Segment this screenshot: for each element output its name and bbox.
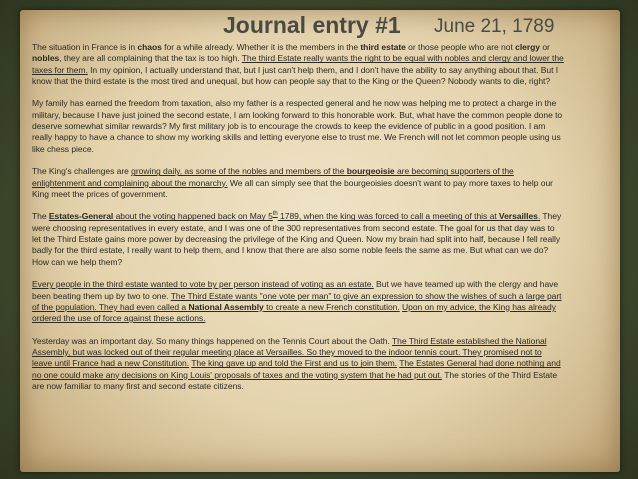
paragraph-text: The Third Estate established the National Assembly, but was locked out of their regular meeting place at Versailles. So they moved to the indoor tennis court. They promised not to leave until France had a new Constitution. — [32, 335, 547, 369]
paragraph-text: th — [272, 211, 278, 218]
journal-paragraph — [32, 98, 564, 154]
paragraph-text: They were choosing representatives in every estate, and I was one of the 300 representatives from second estate. The goal for us that day was to let the Third Estate gains more power by decreasing the privilege of the King and Queen. Now my brain had split into half, because I fell really badly for the third estate, I really want to help them, and I know that there are also some noble feels the same as me. But what can we do? How can we help them? — [32, 211, 562, 267]
paragraph-text: But we have teamed up with the clergy and have been beating them up by two to one. — [32, 279, 559, 301]
key-term: Estates-General — [48, 211, 114, 222]
paragraph-text: The Estates General had done nothing and no one could make any decisions on King Louis' proposals of taxes and the voting system that he had put out. — [32, 358, 561, 380]
paragraph-text: Every people in the third estate wanted to vote by per person instead of voting as an estate. — [32, 279, 374, 290]
paragraph-text: are becoming supporters of the enlightenment and complaining about the monarchy. — [32, 166, 514, 188]
journal-body — [32, 42, 564, 392]
paragraph-text: about the voting happened back on May 5 — [113, 211, 273, 222]
paragraph-text: The third Estate really wants the right to be equal with nobles and clergy and lower the taxes for them. — [32, 53, 564, 75]
key-term: chaos — [137, 42, 162, 52]
key-term: National Assembly — [188, 301, 264, 312]
key-term: clergy — [515, 42, 540, 52]
journal-header — [20, 12, 620, 42]
journal-paragraph — [32, 279, 564, 324]
key-term: nobles — [32, 53, 60, 64]
parchment-page — [20, 10, 620, 472]
paragraph-text: Yesterday was an important day. So many things happened on the Tennis Court about the Oath. — [32, 335, 392, 346]
paragraph-text: We all can simply see that the bourgeoisies doesn't want to pay more taxes to help our King meet the prices of government. — [32, 177, 553, 199]
journal-paragraph — [32, 166, 564, 200]
paragraph-text: The Third Estate wants "one vote per man" to give an expression to show the wishes of such a large part of the population. They had even called a — [32, 290, 562, 312]
journal-date: June 21, 1789 — [434, 16, 555, 37]
journal-title: Journal entry #1 — [223, 12, 401, 38]
paragraph-text: . — [537, 211, 541, 222]
paragraph-text: The stories of the Third Estate are now familiar to many first and second estate citizens. — [32, 369, 558, 391]
journal-paragraph — [32, 42, 564, 87]
paragraph-text: The situation in France is in — [32, 42, 138, 52]
paragraph-text: The King's challenges are — [32, 166, 132, 177]
paragraph-text: or — [540, 42, 550, 52]
paragraph-text: The king gave up and told the First and us to join them. — [191, 358, 398, 369]
paragraph-text: Upon on my advice, the King has already ordered the use of force against these actions. — [32, 301, 556, 324]
paragraph-text: or those people who are not — [405, 42, 516, 52]
paragraph-text: 1789, when the king was forced to call a meeting of this at — [277, 211, 499, 222]
key-term: bourgeoisie — [346, 166, 395, 177]
journal-paragraph — [32, 211, 564, 267]
paragraph-text: , they are all complaining that the tax is too high. — [59, 53, 242, 64]
paragraph-text: to create a new French constitution. — [263, 301, 400, 312]
key-term: third estate — [360, 42, 406, 52]
paragraph-text: growing daily, as some of the nobles and members of the — [131, 166, 347, 177]
paragraph-text: for a while already. Whether it is the members in the — [161, 42, 361, 52]
journal-paragraph — [32, 336, 564, 392]
paragraph-text: In my opinion, I actually understand that, but I just can't help them, and I don't have the ability to say anything about that. But I know that the third estate is the most tired and unequal, but how can people say that to the King or the Queen? Nobody wants to die, right? — [32, 64, 559, 86]
key-term: Versailles — [498, 211, 538, 222]
paragraph-text: The — [32, 211, 49, 222]
paragraph-text: My family has earned the freedom from taxation, also my father is a respected general and he now was helping me to protect a charge in the military, because I have just joined the second estate, I am looking forward to this honorable work. But, what have the common people done to deserve somewhat similar rewards? My first military job is to encourage the crowds to keep the evidence of public in a good position. I am really happy to have a chance to show my working skills and letting everyone else to trust me. We French will not let common people using us like chess piece. — [32, 98, 563, 154]
